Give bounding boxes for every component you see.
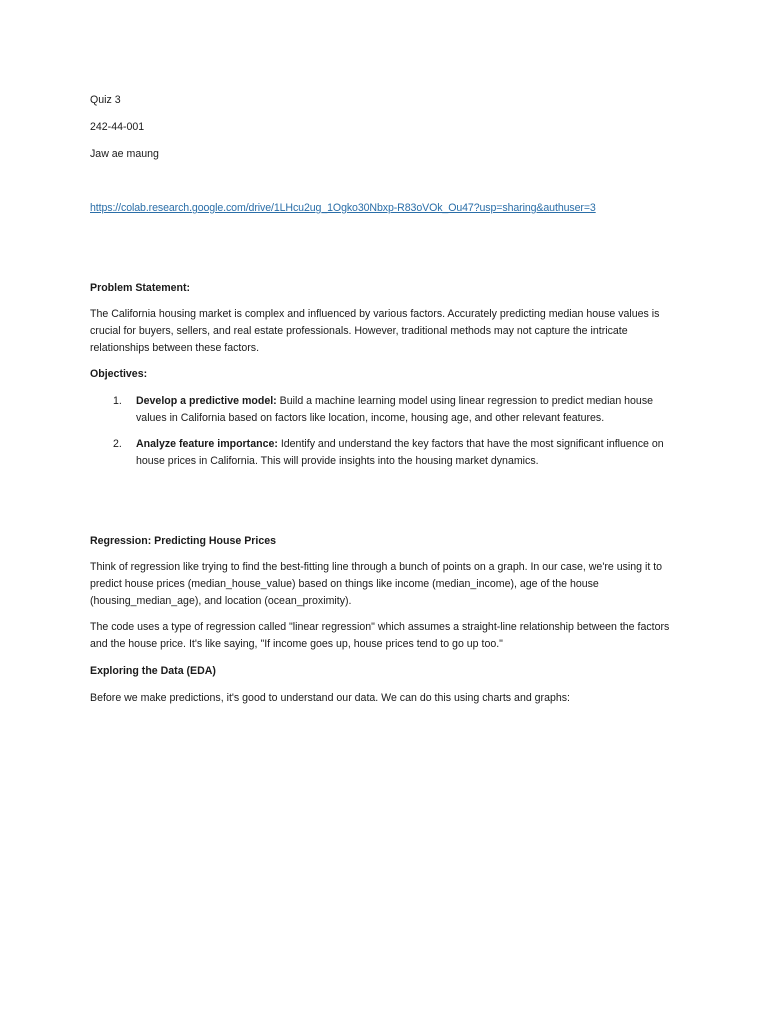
regression-para-2: The code uses a type of regression called "linear regression" which assumes a straight-line relationship between the factors and the house price. It's like saying, "If income goes up, house prices tend to go up too." — [90, 621, 670, 650]
regression-heading: Regression: Predicting House Prices — [90, 535, 277, 547]
objective-item — [90, 393, 682, 427]
colab-link-line — [90, 200, 682, 217]
objectives-list — [90, 393, 682, 427]
objectives-list-2 — [90, 436, 682, 470]
author-name: Jaw ae maung — [90, 148, 159, 160]
objective-text: Build a machine learning model using linear regression to predict median house values in California based on factors like location, income, housing age, and other relevant features. — [136, 395, 654, 424]
problem-body: The California housing market is complex and influenced by various factors. Accurately predicting median house values is crucial for buyers, sellers, and real estate professionals. However, traditional methods may not capture the intricate relationships between these factors. — [90, 308, 660, 354]
problem-heading: Problem Statement: — [90, 282, 191, 294]
objective-label: Develop a predictive model: — [136, 395, 277, 407]
doc-title: Quiz 3 — [90, 94, 121, 106]
objective-number: 1. — [113, 395, 122, 407]
colab-link[interactable]: https://colab.research.google.com/drive/1LHcu2ug_1Ogko30Nbxp-R83oVOk_Ou47?usp=sharing&authuser=3 — [90, 202, 596, 214]
eda-body: Before we make predictions, it's good to understand our data. We can do this using charts and graphs: — [90, 692, 571, 704]
objective-number: 2. — [113, 438, 122, 450]
eda-heading: Exploring the Data (EDA) — [90, 665, 216, 677]
student-id: 242-44-001 — [90, 121, 145, 133]
regression-para-1: Think of regression like trying to find the best-fitting line through a bunch of points on a graph. In our case, we're using it to predict house prices (median_house_value) based on things like income (median_income), age of the house (housing_median_age), and location (ocean_proximity). — [90, 561, 663, 607]
objective-text: Identify and understand the key factors that have the most significant influence on house prices in California. This will provide insights into the housing market dynamics. — [136, 438, 664, 467]
objective-item — [90, 436, 682, 470]
objective-label: Analyze feature importance: — [136, 438, 278, 450]
objectives-heading: Objectives: — [90, 368, 148, 380]
